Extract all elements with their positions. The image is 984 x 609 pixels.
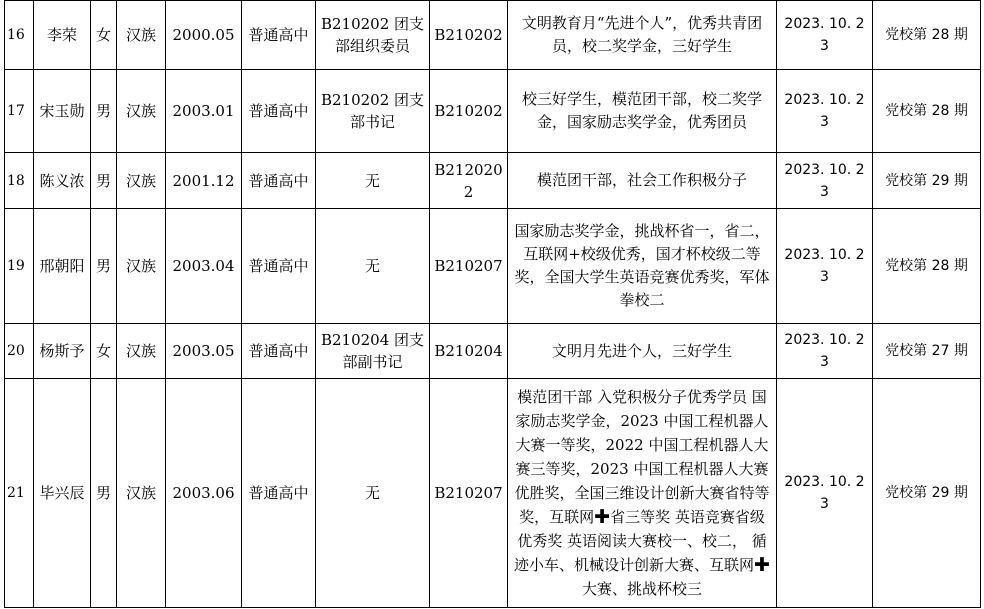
date-cell[interactable]: 2023. 10. 23: [777, 379, 873, 608]
birth-cell[interactable]: 2003.06: [166, 379, 242, 608]
name-cell[interactable]: 杨斯予: [34, 324, 91, 379]
gender-cell[interactable]: 女: [91, 1, 117, 70]
gender-cell[interactable]: 男: [91, 379, 117, 608]
gender-cell[interactable]: 男: [91, 153, 117, 209]
class-cell[interactable]: B210207: [430, 209, 508, 324]
ethnicity-cell[interactable]: 汉族: [117, 324, 166, 379]
table-row: [5, 379, 981, 608]
class-cell[interactable]: B210202: [430, 70, 508, 153]
row-number-cell[interactable]: 21: [5, 379, 34, 608]
class-cell[interactable]: B210202: [430, 1, 508, 70]
date-cell[interactable]: 2023. 10. 23: [777, 209, 873, 324]
education-cell[interactable]: 普通高中: [242, 209, 316, 324]
birth-cell[interactable]: 2003.04: [166, 209, 242, 324]
row-number-cell[interactable]: 19: [5, 209, 34, 324]
ethnicity-cell[interactable]: 汉族: [117, 1, 166, 70]
row-number-cell[interactable]: 20: [5, 324, 34, 379]
birth-cell[interactable]: 2003.01: [166, 70, 242, 153]
awards-cell[interactable]: 文明教育月“先进个人”，优秀共青团员，校二奖学金，三好学生: [508, 1, 777, 70]
table-row: [5, 70, 981, 153]
name-cell[interactable]: 邢朝阳: [34, 209, 91, 324]
batch-cell[interactable]: 党校第 29 期: [873, 153, 981, 209]
name-cell[interactable]: 陈义浓: [34, 153, 91, 209]
date-cell[interactable]: 2023. 10. 23: [777, 153, 873, 209]
education-cell[interactable]: 普通高中: [242, 324, 316, 379]
birth-cell[interactable]: 2000.05: [166, 1, 242, 70]
name-cell[interactable]: 李荣: [34, 1, 91, 70]
birth-cell[interactable]: 2003.05: [166, 324, 242, 379]
class-cell[interactable]: B2120202: [430, 153, 508, 209]
education-cell[interactable]: 普通高中: [242, 1, 316, 70]
position-cell[interactable]: B210204 团支部副书记: [316, 324, 430, 379]
batch-cell[interactable]: 党校第 28 期: [873, 1, 981, 70]
position-cell[interactable]: B210202 团支部组织委员: [316, 1, 430, 70]
name-cell[interactable]: 宋玉勋: [34, 70, 91, 153]
education-cell[interactable]: 普通高中: [242, 153, 316, 209]
plus-icon: ✚: [594, 506, 611, 528]
class-cell[interactable]: B210204: [430, 324, 508, 379]
ethnicity-cell[interactable]: 汉族: [117, 209, 166, 324]
awards-cell[interactable]: 文明月先进个人，三好学生: [508, 324, 777, 379]
class-cell[interactable]: B210207: [430, 379, 508, 608]
position-cell[interactable]: 无: [316, 379, 430, 608]
awards-cell[interactable]: 模范团干部，社会工作积极分子: [508, 153, 777, 209]
position-cell[interactable]: 无: [316, 209, 430, 324]
education-cell[interactable]: 普通高中: [242, 70, 316, 153]
table-row: [5, 209, 981, 324]
ethnicity-cell[interactable]: 汉族: [117, 379, 166, 608]
batch-cell[interactable]: 党校第 28 期: [873, 70, 981, 153]
ethnicity-cell[interactable]: 汉族: [117, 70, 166, 153]
date-cell[interactable]: 2023. 10. 23: [777, 70, 873, 153]
gender-cell[interactable]: 女: [91, 324, 117, 379]
date-cell[interactable]: 2023. 10. 23: [777, 1, 873, 70]
student-table: [4, 0, 981, 608]
row-number-cell[interactable]: 18: [5, 153, 34, 209]
name-cell[interactable]: 毕兴辰: [34, 379, 91, 608]
table-row: [5, 153, 981, 209]
position-cell[interactable]: B210202 团支部书记: [316, 70, 430, 153]
awards-text-part: 模范团干部 入党积极分子优秀学员 国家励志奖学金，2023 中国工程机器人大赛一等奖，2022 中国工程机器人大赛三等奖，2023 中国工程机器人大赛优胜奖，全国三维设计创新大赛省特等奖，互联网: [514, 388, 770, 526]
awards-cell[interactable]: [508, 379, 777, 608]
plus-icon: ✚: [754, 554, 770, 576]
awards-text-part: 省三等奖 英语竞赛省级优秀奖 英语阅读大赛校一、校二， 循迹小车、机械设计创新大赛、互联网: [514, 508, 767, 574]
table-row: [5, 324, 981, 379]
table-row: [5, 1, 981, 70]
gender-cell[interactable]: 男: [91, 70, 117, 153]
gender-cell[interactable]: 男: [91, 209, 117, 324]
education-cell[interactable]: 普通高中: [242, 379, 316, 608]
birth-cell[interactable]: 2001.12: [166, 153, 242, 209]
batch-cell[interactable]: 党校第 28 期: [873, 209, 981, 324]
ethnicity-cell[interactable]: 汉族: [117, 153, 166, 209]
row-number-cell[interactable]: 17: [5, 70, 34, 153]
batch-cell[interactable]: 党校第 27 期: [873, 324, 981, 379]
awards-cell[interactable]: 国家励志奖学金，挑战杯省一，省二，互联网+校级优秀，国才杯校级二等奖，全国大学生英语竞赛优秀奖，军体拳校二: [508, 209, 777, 324]
batch-cell[interactable]: 党校第 29 期: [873, 379, 981, 608]
awards-text-part: 大赛、挑战杯校三: [581, 580, 702, 598]
awards-cell[interactable]: 校三好学生，模范团干部，校二奖学金，国家励志奖学金，优秀团员: [508, 70, 777, 153]
position-cell[interactable]: 无: [316, 153, 430, 209]
date-cell[interactable]: 2023. 10. 23: [777, 324, 873, 379]
row-number-cell[interactable]: 16: [5, 1, 34, 70]
